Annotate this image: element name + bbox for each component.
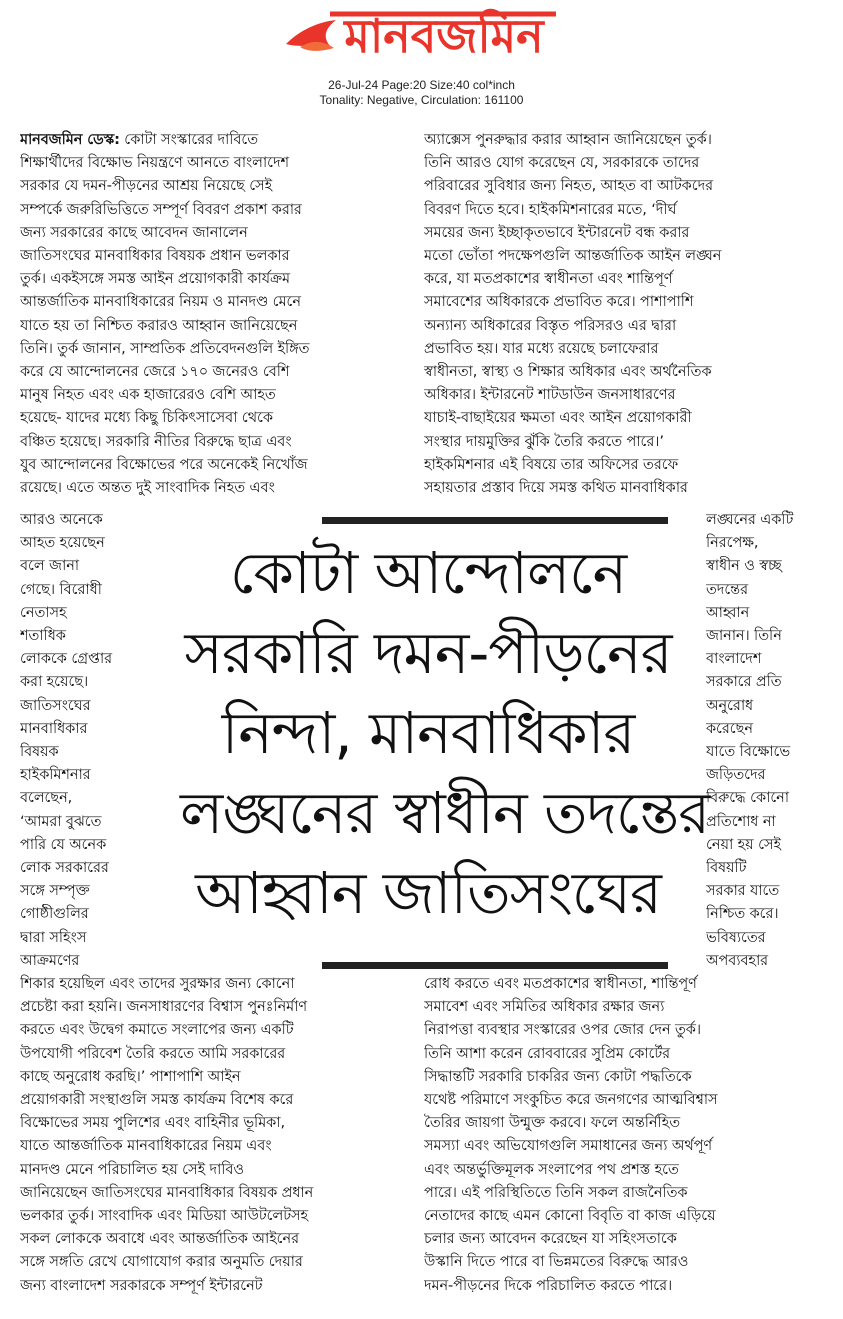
text-line: যাচাই-বাছাইয়ের ক্ষমতা এবং আইন প্রয়োগকারী: [424, 409, 692, 427]
text-line: প্রভাবিত হয়। যার মধ্যে রয়েছে চলাফেরার: [424, 339, 659, 357]
text-line: বিবরণ দিতে হবে। হাইকমিশনারের মতে, ‘দীর্ঘ: [424, 200, 677, 218]
masthead-logo: [0, 0, 843, 70]
text-line: কাছে অনুরোধ করছি।’ পাশাপাশি আইন: [20, 1067, 241, 1085]
text-line: গেছে। বিরোধী: [20, 580, 102, 598]
text-line: পারে। এই পরিস্থিতিতে তিনি সকল রাজনৈতিক: [424, 1183, 688, 1201]
text-line: গোষ্ঠীগুলির: [20, 905, 89, 923]
text-line: লঙ্ঘনের একটি: [706, 511, 794, 528]
text-line: জানিয়েছেন জাতিসংঘের মানবাধিকার বিষয়ক প্রধান: [20, 1183, 314, 1201]
text-line: উপযোগী পরিবেশ তৈরি করতে আমি সরকারের: [20, 1044, 286, 1062]
text-line: প্রচেষ্টা করা হয়নি। জনসাধারণের বিশ্বাস পুনঃনির্মাণ: [20, 998, 308, 1016]
text-line: প্রয়োগকারী সংস্থাগুলি সমস্ত কার্যক্রম বিশেষ করে: [20, 1091, 294, 1109]
text-line: যাতে হয় তা নিশ্চিত করারও আহ্বান জানিয়েছেন: [20, 316, 298, 334]
text-line: নিরাপত্তা ব্যবস্থার সংস্কারের ওপর জোর দেন তুর্ক।: [424, 1021, 701, 1039]
text-line: সহায়তার প্রস্তাব দিয়ে সমস্ত কথিত মানবাধিকার: [424, 479, 688, 497]
text-line: নেতাসহ: [20, 603, 67, 621]
text-line: বিক্ষোভের সময় পুলিশের এবং বাহিনীর ভূমিকা,: [20, 1114, 285, 1132]
text-line: প্রতিশোধ না: [706, 812, 776, 830]
text-line: বিষয়ক: [20, 743, 59, 761]
text-line: দমন-পীড়নের দিকে পরিচালিত করতে পারে।: [424, 1276, 673, 1294]
text-line: সমস্যা এবং অভিযোগগুলি সমাধানের জন্য অর্থপূর্ণ: [424, 1137, 713, 1155]
headline-box: [180, 517, 710, 969]
text-line: শতাধিক: [20, 627, 66, 645]
text-line: পরিবারের সুবিধার জন্য নিহত, আহত বা আটকদের: [424, 177, 713, 195]
text-line: বিষয়টি: [706, 859, 747, 877]
column-top-left: [20, 128, 418, 499]
text-line: চলার জন্য আবেদন করেছেন যা সহিংসতাকে: [424, 1230, 677, 1248]
text-line: মানুষ নিহত এবং এক হাজারেরও বেশি আহত: [20, 386, 276, 404]
text-line: স্বাধীনতা, স্বাস্থ্য ও শিক্ষার অধিকার এবং অর্থনৈতিক: [424, 363, 712, 381]
text-line: এবং অন্তর্ভুক্তিমূলক সংলাপের পথ প্রশস্ত হতে: [424, 1160, 679, 1178]
column-side-right: [706, 508, 838, 972]
text-line: যথেষ্ট পরিমাণে সংকুচিত করে জনগণের আত্মবিশ্বাস: [424, 1091, 718, 1109]
text-line: মানবাধিকার: [20, 719, 88, 737]
headline-line: কোটা আন্দোলনে: [229, 539, 627, 607]
text-line: বিরুদ্ধে কোনো: [706, 789, 789, 807]
text-line: অনুরোধ: [706, 696, 754, 714]
text-line: জাতিসংঘের মানবাধিকার বিষয়ক প্রধান ভলকার: [20, 247, 290, 265]
text-line: সিদ্ধান্তটি সরকারি চাকরির জন্য কোটা পদ্ধতিকে: [424, 1067, 692, 1085]
headline-line: সরকারি দমন-পীড়নের: [184, 619, 672, 687]
text-line: রোধ করতে এবং মতপ্রকাশের স্বাধীনতা, শান্তিপূর্ণ: [424, 975, 697, 992]
headline-rule-top: [322, 517, 668, 524]
text-line: জাতিসংঘের: [20, 696, 91, 714]
column-bottom-left: [20, 972, 418, 1297]
newspaper-logo-icon: [0, 0, 843, 70]
text-line: তিনি। তুর্ক জানান, সাম্প্রতিক প্রতিবেদনগুলি ইঙ্গিত: [20, 339, 310, 357]
text-line: মানদণ্ড মেনে পরিচালিত হয় সেই দাবিও: [20, 1160, 245, 1178]
text-line: উস্কানি দিতে পারে বা ভিন্নমতের বিরুদ্ধে আরও: [424, 1253, 689, 1271]
text-line: সময়ের জন্য ইচ্ছাকৃতভাবে ইন্টারনেট বন্ধ করার: [424, 223, 690, 241]
text-line: বাংলাদেশ: [706, 650, 762, 668]
text-line: জন্য বাংলাদেশ সরকারকে সম্পূর্ণ ইন্টারনেট: [20, 1276, 263, 1294]
text-line: জন্য সরকারের কাছে আবেদন জানালেন: [20, 223, 248, 241]
text-line: নেয়া হয় সেই: [706, 835, 781, 853]
text-line: সরকার যাতে: [706, 882, 780, 900]
text-line: অধিকার। ইন্টারনেট শাটডাউন জনসাধারণের: [424, 386, 676, 404]
text-line: অ্যাক্সেস পুনরুদ্ধার করার আহ্বান জানিয়েছেন তুর্ক।: [424, 131, 712, 148]
text-line: হাইকমিশনার: [20, 766, 91, 784]
text-line: তুর্ক। একইসঙ্গে সমস্ত আইন প্রয়োগকারী কার্যক্রম: [20, 270, 290, 288]
column-top-right: [424, 128, 826, 499]
text-line: জড়িতদের: [706, 766, 766, 784]
text-line: আন্তর্জাতিক মানবাধিকারের নিয়ম ও মানদণ্ড মেনে: [20, 293, 301, 311]
text-line: অপব্যবহার: [706, 951, 769, 969]
text-line: সঙ্গে সঙ্গতি রেখে যোগাযোগ করার অনুমতি দেয়ার: [20, 1253, 303, 1271]
dateline: মানবজমিন ডেস্ক:: [20, 131, 120, 148]
text-line: যুব আন্দোলনের বিক্ষোভের পরে অনেকেই নিখোঁজ: [20, 455, 308, 473]
text-line: জানান। তিনি: [706, 627, 782, 645]
headline-line: আহ্বান জাতিসংঘের: [195, 859, 661, 927]
headline-line: লঙ্ঘনের স্বাধীন তদন্তের: [180, 779, 710, 847]
text-line: দ্বারা সহিংস: [20, 928, 87, 946]
text-line: সমাবেশের অধিকারকে প্রভাবিত করে। পাশাপাশি: [424, 293, 694, 311]
text-line: নেতাদের কাছে এমন কোনো বিবৃতি বা কাজ এড়িয়ে: [424, 1207, 716, 1225]
text-line: বঞ্চিত হয়েছে। সরকারি নীতির বিরুদ্ধে ছাত্র এবং: [20, 432, 292, 450]
text-line: হাইকমিশনার এই বিষয়ে তার অফিসের তরফে: [424, 455, 679, 473]
text-line: আক্রমণের: [20, 951, 80, 969]
text-line: মানবজমিন ডেস্ক: কোটা সংস্কারের দাবিতে: [20, 131, 259, 148]
text-line: করে, যা মতপ্রকাশের স্বাধীনতা এবং শান্তিপূর্ণ: [424, 270, 673, 288]
text-line: অন্যান্য অধিকারের বিস্তৃত পরিসরও এর দ্বারা: [424, 316, 677, 334]
text-line: আরও অনেকে: [20, 511, 103, 528]
clipping-meta-line1: 26-Jul-24 Page:20 Size:40 col*inch: [328, 78, 515, 92]
text-line: হয়েছে- যাদের মধ্যে কিছু চিকিৎসাসেবা থেকে: [20, 409, 273, 427]
text-line: ‘আমরা বুঝতে: [20, 812, 102, 830]
headline-rule-bottom: [322, 962, 668, 969]
clipping-meta-line2: Tonality: Negative, Circulation: 161100: [319, 93, 524, 107]
text-line: রয়েছে। এতে অন্তত দুই সাংবাদিক নিহত এবং: [20, 479, 275, 497]
text-line: নিরপেক্ষ,: [706, 534, 759, 552]
text-line: বলে জানা: [20, 557, 79, 575]
text-line: ভলকার তুর্ক। সাংবাদিক এবং মিডিয়া আউটলেটসহ: [20, 1207, 309, 1225]
text-line: সরকার যে দমন-পীড়নের আশ্রয় নিয়েছে সেই: [20, 177, 273, 195]
text-line: শিক্ষার্থীদের বিক্ষোভ নিয়ন্ত্রণে আনতে বাংলাদেশ: [20, 154, 290, 172]
text-line: করেছেন: [706, 719, 753, 737]
text-line: সংস্থার দায়মুক্তির ঝুঁকি তৈরি করতে পারে।’: [424, 432, 664, 450]
text-line: তিনি আশা করেন রোববারের সুপ্রিম কোর্টের: [424, 1044, 671, 1062]
text-line: সম্পর্কে জরুরিভিত্তিতে সম্পূর্ণ বিবরণ প্রকাশ করার: [20, 200, 302, 218]
text-line: আহত হয়েছেন: [20, 534, 105, 552]
text-line: বলেছেন,: [20, 789, 73, 807]
text-line: সকল লোককে অবাধে এবং আন্তর্জাতিক আইনের: [20, 1230, 299, 1248]
logo-wordmark: মানবজমিন: [344, 9, 544, 63]
text-line: তিনি আরও যোগ করেছেন যে, সরকারকে তাদের: [424, 154, 700, 172]
text-line: সঙ্গে সম্পৃক্ত: [20, 882, 90, 900]
text-line: শিকার হয়েছিল এবং তাদের সুরক্ষার জন্য কোনো: [20, 975, 295, 992]
text-line: যাতে বিক্ষোভে: [706, 743, 791, 761]
column-side-left: [20, 508, 172, 972]
text-line: নিশ্চিত করে।: [706, 905, 779, 923]
text-line: মতো ভোঁতা পদক্ষেপগুলি আন্তর্জাতিক আইন লঙ্ঘন: [424, 247, 722, 265]
column-bottom-right: [424, 972, 826, 1297]
text-line: আহ্বান: [706, 603, 750, 621]
text-line: যাতে আন্তর্জাতিক মানবাধিকারের নিয়ম এবং: [20, 1137, 272, 1155]
text-line: সরকারে প্রতি: [706, 673, 782, 691]
text-line: স্বাধীন ও স্বচ্ছ: [706, 557, 782, 575]
text-line: পারি যে অনেক: [20, 835, 107, 853]
headline-line: নিন্দা, মানবাধিকার: [221, 699, 635, 767]
text-line: লোক সরকারের: [20, 859, 109, 877]
text-line: তৈরির জায়গা উন্মুক্ত করবে। ফলে অন্তর্নিহিত: [424, 1114, 681, 1132]
text-line: করতে এবং উদ্বেগ কমাতে সংলাপের জন্য একটি: [20, 1021, 294, 1039]
text-line: তদন্তের: [706, 580, 748, 598]
text-line: ভবিষ্যতের: [706, 928, 766, 946]
text-line: করা হয়েছে।: [20, 673, 89, 691]
text-line: করে যে আন্দোলনের জেরে ১৭০ জনেরও বেশি: [20, 363, 290, 381]
text-line: সমাবেশ এবং সমিতির অধিকার রক্ষার জন্য: [424, 998, 665, 1016]
clipping-meta: [0, 78, 843, 108]
text-line: লোককে গ্রেপ্তার: [20, 650, 113, 668]
